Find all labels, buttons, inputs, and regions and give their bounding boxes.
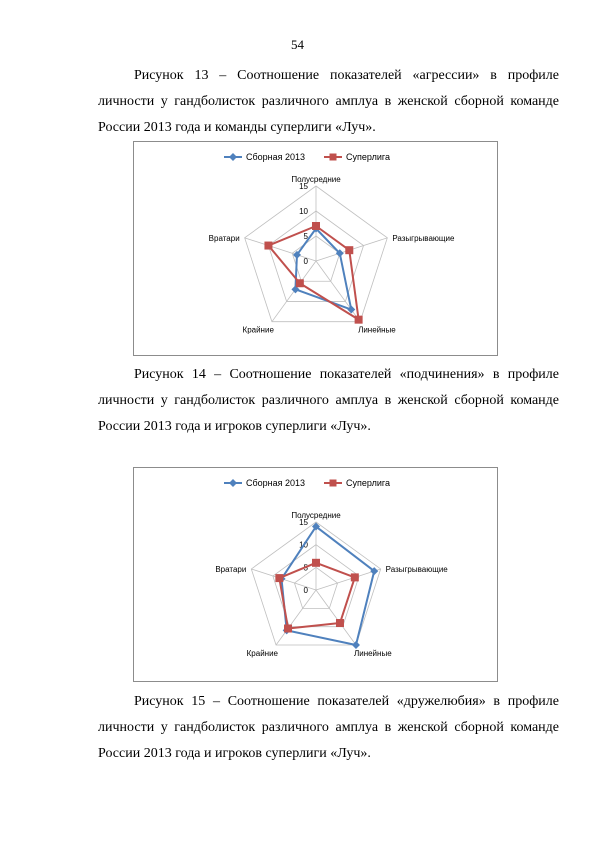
tick-label: 15 — [299, 518, 308, 527]
legend-label: Сборная 2013 — [246, 152, 306, 162]
radar-chart-subordination — [133, 467, 498, 682]
page-number: 54 — [291, 37, 304, 52]
data-point-square — [351, 573, 359, 581]
legend-marker-square — [330, 154, 337, 161]
series-line — [279, 563, 354, 629]
legend — [224, 478, 390, 488]
figure-15-caption: Рисунок 15 – Соотношение показателей «дружелюбия» в профиле личности у гандболисток различного амплуа в женской сборной команде России 2013 года и игроков суперлиги «Луч». — [98, 694, 559, 761]
category-label: Крайние — [246, 649, 279, 659]
radar-grid — [245, 186, 388, 322]
tick-label: 5 — [303, 563, 308, 573]
grid-spoke — [316, 261, 360, 322]
data-point-square — [312, 559, 320, 567]
legend-marker-square — [330, 480, 337, 487]
tick-label: 0 — [303, 257, 308, 266]
data-point-square — [275, 574, 283, 582]
category-label: Линейные — [353, 649, 392, 659]
category-label: Вратари — [215, 564, 247, 574]
legend-label: Сборная 2013 — [246, 478, 306, 488]
legend-marker-diamond — [229, 479, 237, 487]
tick-label: 5 — [303, 232, 308, 241]
legend-label: Суперлига — [346, 152, 390, 162]
data-point-square — [355, 316, 363, 324]
tick-label: 10 — [299, 207, 308, 216]
tick-label: 0 — [303, 586, 308, 595]
grid-spoke — [316, 590, 356, 645]
category-label: Разыгрывающие — [392, 233, 455, 243]
tick-label: 10 — [299, 540, 308, 550]
figure-14-caption: Рисунок 14 – Соотношение показателей «подчинения» в профиле личности у гандболисток различного амплуа в женской сборной команде России 2013 года и игроков суперлиги «Луч». — [98, 367, 559, 434]
data-point-diamond — [352, 641, 360, 649]
data-point-square — [345, 246, 353, 254]
legend — [224, 152, 390, 162]
category-label: Полусредние — [291, 511, 341, 520]
legend-marker-diamond — [229, 153, 237, 161]
figure-13-caption: Рисунок 13 – Соотношение показателей «агрессии» в профиле личности у гандболисток различного амплуа в женской сборной команде России 2013 года и команды суперлиги «Луч». — [98, 68, 559, 135]
tick-label: 15 — [299, 182, 308, 191]
radar-chart-aggression — [133, 141, 498, 356]
category-label: Полусредние — [291, 175, 341, 184]
data-point-square — [336, 619, 344, 627]
data-point-square — [296, 279, 304, 287]
category-label: Линейные — [358, 325, 396, 335]
category-label: Крайние — [242, 325, 274, 335]
data-point-square — [264, 242, 272, 250]
series-line — [268, 226, 358, 320]
data-point-square — [284, 625, 292, 633]
category-label: Разыгрывающие — [385, 564, 448, 574]
legend-label: Суперлига — [346, 478, 390, 488]
category-label: Вратари — [208, 233, 240, 243]
data-point-square — [312, 222, 320, 230]
